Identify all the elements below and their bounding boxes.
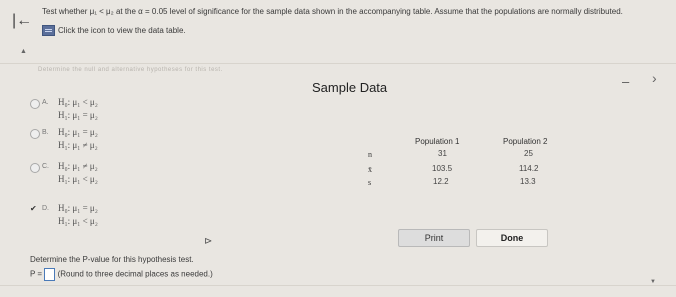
cell-n-pop1: 31 <box>438 149 447 158</box>
hypotheses-instruction: Determine the null and alternative hypotheses for this test. <box>38 67 223 73</box>
column-header-pop1: Population 1 <box>415 137 460 146</box>
divider <box>0 63 676 64</box>
table-icon[interactable] <box>42 25 55 36</box>
option-b-radio[interactable] <box>30 129 40 139</box>
option-c-h0: H₀: μ₁ ≠ μ₂ <box>58 161 98 171</box>
row-label-xbar: x̄ <box>368 165 372 174</box>
pvalue-row <box>30 268 213 281</box>
option-a-letter: A. <box>42 99 49 106</box>
option-d-h1: H₁: μ₁ < μ₂ <box>58 216 98 226</box>
option-b-letter: B. <box>42 129 49 136</box>
cell-xbar-pop1: 103.5 <box>432 164 453 173</box>
pvalue-prompt: Determine the P-value for this hypothesis test. <box>30 255 194 264</box>
chevron-right-icon[interactable]: › <box>652 70 657 86</box>
option-a-h1: H₁: μ₁ = μ₂ <box>58 110 98 120</box>
cell-s-pop2: 13.3 <box>520 177 536 186</box>
option-a-h0: H₀: μ₁ < μ₂ <box>58 97 98 107</box>
row-label-s: s <box>368 178 372 187</box>
option-d-check-icon[interactable]: ✔ <box>30 204 37 213</box>
option-c-h1: H₁: μ₁ < μ₂ <box>58 174 98 184</box>
option-a-radio[interactable] <box>30 99 40 109</box>
pvalue-hint: (Round to three decimal places as needed.) <box>57 269 213 279</box>
cell-s-pop1: 12.2 <box>433 177 449 186</box>
row-label-n: n <box>368 150 372 159</box>
option-b-h0: H₀: μ₁ = μ₂ <box>58 127 98 137</box>
cell-xbar-pop2: 114.2 <box>519 164 539 173</box>
minimize-icon[interactable]: – <box>622 74 630 89</box>
pvalue-input[interactable] <box>44 268 55 281</box>
collapse-caret-icon[interactable]: ▲ <box>20 48 27 55</box>
dropdown-icon[interactable]: ▼ <box>650 279 656 285</box>
column-header-pop2: Population 2 <box>503 137 548 146</box>
done-button[interactable]: Done <box>476 229 548 247</box>
panel-title: Sample Data <box>312 80 388 95</box>
bottom-divider <box>0 285 676 286</box>
option-b-h1: H₁: μ₁ ≠ μ₂ <box>58 140 98 150</box>
pvalue-label: P = <box>30 269 43 279</box>
back-arrow-icon[interactable]: |← <box>12 12 33 29</box>
question-prompt: Test whether μ₁ < μ₂ at the α = 0.05 level of significance for the sample data shown in the accompanying table. Assume that the populations are normally distributed. <box>42 7 623 16</box>
view-data-label: Click the icon to view the data table. <box>58 26 186 35</box>
option-c-letter: C. <box>42 163 49 170</box>
mouse-cursor-icon: ⊳ <box>204 236 213 247</box>
option-d-letter: D. <box>42 205 49 212</box>
option-d-h0: H₀: μ₁ = μ₂ <box>58 203 98 213</box>
cell-n-pop2: 25 <box>524 149 533 158</box>
print-button[interactable]: Print <box>398 229 470 247</box>
option-c-radio[interactable] <box>30 163 40 173</box>
